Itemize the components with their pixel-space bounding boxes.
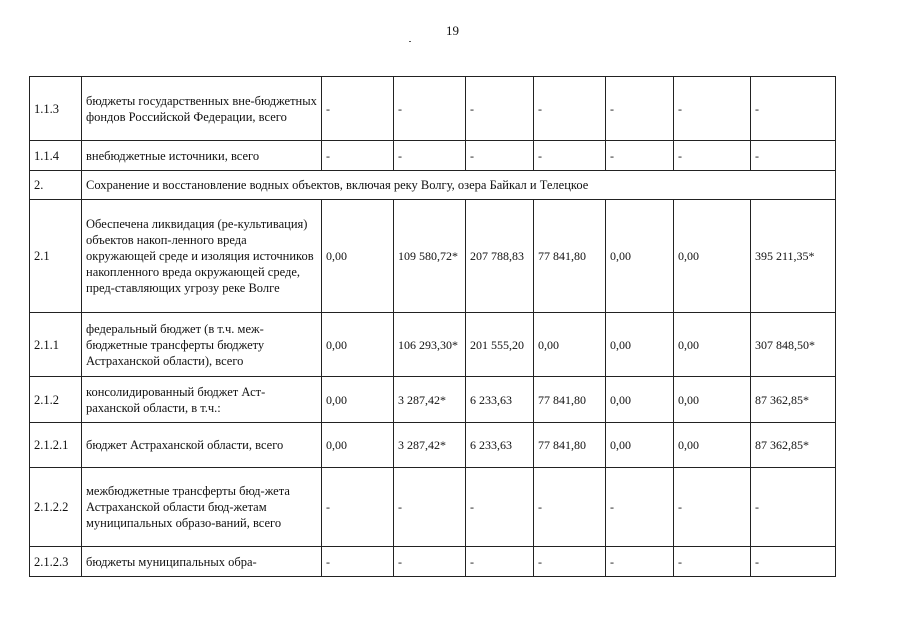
value-cell: -	[674, 547, 751, 577]
value-cell: -	[674, 141, 751, 171]
value-cell: -	[534, 141, 606, 171]
value-cell: 0,00	[674, 423, 751, 468]
value-cell: -	[674, 468, 751, 547]
value-cell: 0,00	[606, 377, 674, 423]
value-cell: 77 841,80	[534, 377, 606, 423]
row-number: 2.1	[30, 200, 82, 313]
table-row	[30, 423, 836, 468]
value-cell: -	[606, 468, 674, 547]
value-cell: -	[534, 77, 606, 141]
value-cell: 6 233,63	[466, 423, 534, 468]
value-cell: -	[394, 547, 466, 577]
value-cell: -	[322, 77, 394, 141]
value-cell: 6 233,63	[466, 377, 534, 423]
value-cell: 87 362,85*	[751, 377, 836, 423]
value-cell: 87 362,85*	[751, 423, 836, 468]
value-cell: 307 848,50*	[751, 313, 836, 377]
table-row	[30, 377, 836, 423]
scan-speck	[409, 41, 411, 42]
value-cell: 106 293,30*	[394, 313, 466, 377]
row-description: консолидированный бюджет Аст-раханской области, в т.ч.:	[82, 377, 322, 423]
value-cell: -	[394, 468, 466, 547]
value-cell: 0,00	[606, 423, 674, 468]
value-cell: -	[606, 77, 674, 141]
page-number: 19	[446, 23, 459, 38]
budget-table	[29, 76, 836, 577]
value-cell: 0,00	[534, 313, 606, 377]
row-description: федеральный бюджет (в т.ч. меж-бюджетные трансферты бюджету Астраханской области), всего	[82, 313, 322, 377]
value-cell: -	[394, 141, 466, 171]
value-cell: -	[466, 141, 534, 171]
value-cell: -	[466, 547, 534, 577]
row-number: 1.1.3	[30, 77, 82, 141]
row-description: бюджет Астраханской области, всего	[82, 423, 322, 468]
row-description: Обеспечена ликвидация (ре-культивация) объектов накоп-ленного вреда окружающей среде и изоляция источников накопленного вреда окружающей среде, пред-ставляющих угрозу реке Волге	[82, 200, 322, 313]
value-cell: 0,00	[322, 200, 394, 313]
value-cell: 77 841,80	[534, 200, 606, 313]
row-number: 1.1.4	[30, 141, 82, 171]
value-cell: 0,00	[674, 377, 751, 423]
table-row	[30, 77, 836, 141]
value-cell: -	[751, 547, 836, 577]
table-row	[30, 200, 836, 313]
row-description: межбюджетные трансферты бюд-жета Астраханской области бюд-жетам муниципальных образо-ваний, всего	[82, 468, 322, 547]
value-cell: 109 580,72*	[394, 200, 466, 313]
value-cell: 0,00	[322, 313, 394, 377]
table-row	[30, 547, 836, 577]
value-cell: -	[394, 77, 466, 141]
value-cell: 0,00	[674, 313, 751, 377]
value-cell: 201 555,20	[466, 313, 534, 377]
row-number: 2.1.2.2	[30, 468, 82, 547]
value-cell: -	[751, 468, 836, 547]
value-cell: -	[322, 468, 394, 547]
value-cell: -	[751, 77, 836, 141]
value-cell: 0,00	[322, 377, 394, 423]
value-cell: -	[606, 547, 674, 577]
value-cell: -	[322, 141, 394, 171]
value-cell: -	[534, 547, 606, 577]
row-description: бюджеты муниципальных обра-	[82, 547, 322, 577]
value-cell: 0,00	[322, 423, 394, 468]
row-description: бюджеты государственных вне-бюджетных фондов Российской Федерации, всего	[82, 77, 322, 141]
value-cell: 0,00	[606, 313, 674, 377]
value-cell: -	[534, 468, 606, 547]
value-cell: -	[606, 141, 674, 171]
value-cell: 395 211,35*	[751, 200, 836, 313]
row-number: 2.1.2.3	[30, 547, 82, 577]
section-row	[30, 171, 836, 200]
value-cell: 3 287,42*	[394, 377, 466, 423]
row-number: 2.1.1	[30, 313, 82, 377]
value-cell: 0,00	[606, 200, 674, 313]
section-number: 2.	[30, 171, 82, 200]
value-cell: 207 788,83	[466, 200, 534, 313]
value-cell: 3 287,42*	[394, 423, 466, 468]
value-cell: -	[322, 547, 394, 577]
value-cell: -	[466, 77, 534, 141]
value-cell: 77 841,80	[534, 423, 606, 468]
value-cell: -	[674, 77, 751, 141]
row-description: внебюджетные источники, всего	[82, 141, 322, 171]
value-cell: -	[466, 468, 534, 547]
row-number: 2.1.2	[30, 377, 82, 423]
value-cell: -	[751, 141, 836, 171]
row-number: 2.1.2.1	[30, 423, 82, 468]
section-title: Сохранение и восстановление водных объектов, включая реку Волгу, озера Байкал и Телецкое	[82, 171, 836, 200]
table-row	[30, 141, 836, 171]
table-row	[30, 313, 836, 377]
table-row	[30, 468, 836, 547]
value-cell: 0,00	[674, 200, 751, 313]
